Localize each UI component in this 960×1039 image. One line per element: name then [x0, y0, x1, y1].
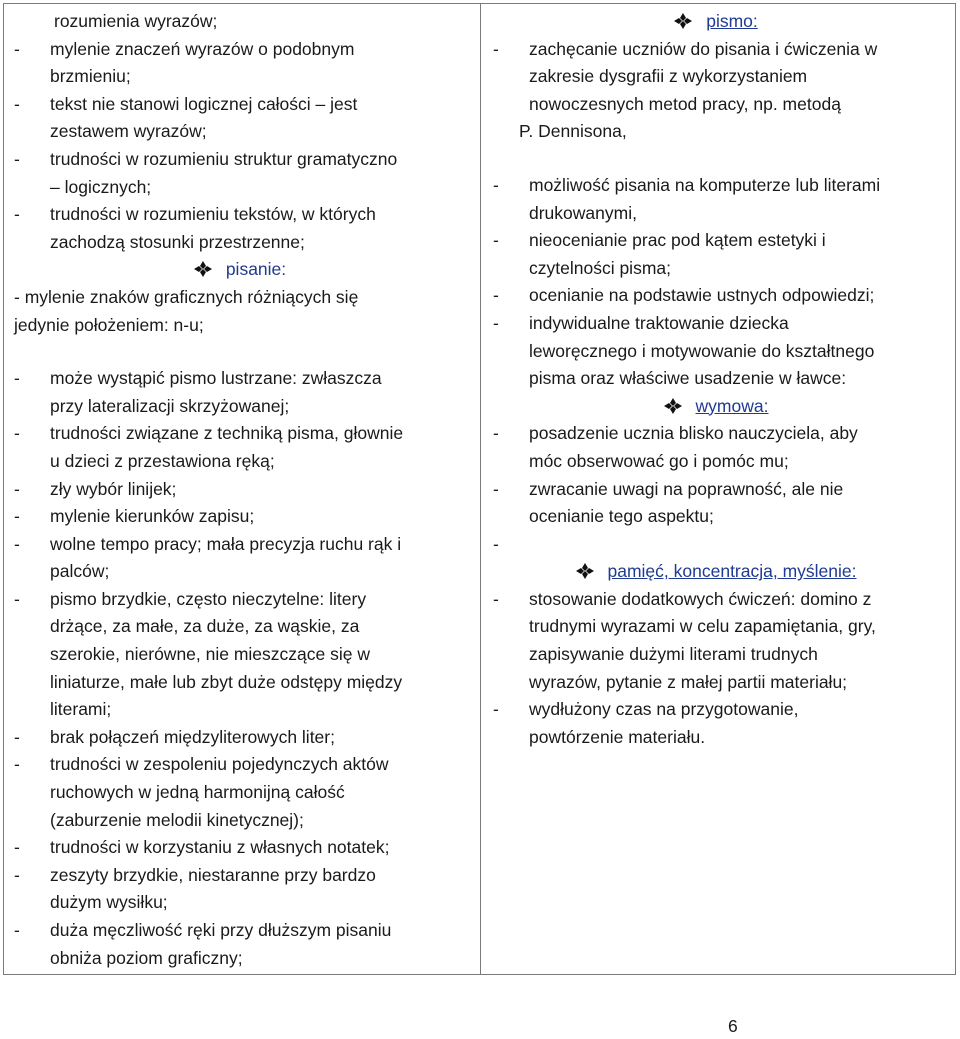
- list-item: [489, 36, 941, 119]
- dash-marker: -: [14, 754, 20, 775]
- heading-wymowa-label: wymowa:: [695, 395, 769, 416]
- list-item-text: [529, 420, 941, 475]
- text-line: zapisywanie dużymi literami trudnych: [529, 644, 818, 665]
- list-item: [10, 420, 468, 475]
- text-line: tekst nie stanowi logicznej całości – jest: [50, 93, 358, 114]
- list-item: [10, 201, 468, 256]
- list-item-text: [50, 36, 468, 91]
- intro-continuation: rozumienia wyrazów;: [54, 11, 218, 31]
- text-line: leworęcznego i motywowanie do kształtnego: [529, 340, 875, 361]
- text-line: drżące, za małe, za duże, za wąskie, za: [50, 616, 360, 637]
- text-line: stosowanie dodatkowych ćwiczeń: domino z: [529, 588, 872, 609]
- dash-marker: -: [493, 312, 499, 333]
- list-item-text: [50, 917, 468, 972]
- heading-pismo-label: pismo:: [706, 11, 758, 31]
- text-line: trudnymi wyrazami w celu zapamiętania, gry,: [529, 616, 876, 637]
- diamond-bullet-icon: [672, 13, 694, 29]
- text-line: wyrazów, pytanie z małej partii materiału;: [529, 671, 848, 692]
- list-wymowa: [489, 420, 941, 558]
- list-item: [10, 862, 468, 917]
- text-line: zachęcanie uczniów do pisania i ćwiczenia w: [529, 38, 878, 59]
- dash-marker: -: [14, 93, 20, 114]
- dash-marker: -: [493, 588, 499, 609]
- dash-marker: -: [493, 230, 499, 251]
- list-item-text: [529, 172, 941, 227]
- dash-marker: -: [14, 204, 20, 225]
- dash-marker: -: [14, 38, 20, 59]
- list-item: [489, 586, 941, 696]
- dash-marker: -: [493, 38, 499, 59]
- list-item-text: [529, 586, 941, 696]
- text-line: duża męczliwość ręki przy dłuższym pisaniu: [50, 920, 392, 940]
- diamond-bullet-icon: [574, 563, 596, 579]
- list-item: [10, 36, 468, 91]
- heading-wymowa: [489, 393, 941, 421]
- list-item: [489, 476, 941, 531]
- heading-pisanie-label: pisanie:: [225, 259, 287, 280]
- text-line: trudności w zespoleniu pojedynczych aktów: [50, 754, 389, 775]
- page-number: 6: [728, 1016, 738, 1036]
- heading-pismo: [489, 8, 941, 36]
- list-pamiec: [489, 586, 941, 752]
- dash-marker: -: [493, 174, 499, 195]
- dash-marker: -: [14, 423, 20, 444]
- text-line: zachodzą stosunki przestrzenne;: [50, 231, 305, 252]
- text-line: zakresie dysgrafii z wykorzystaniem: [529, 66, 808, 87]
- list-item: [489, 310, 941, 393]
- text-line: ocenianie tego aspektu;: [529, 506, 714, 527]
- text-line: pisma oraz właściwe usadzenie w ławce:: [529, 368, 847, 389]
- heading-pamiec: [489, 558, 941, 586]
- list-b: [10, 365, 468, 972]
- pismo-continuation: P. Dennisona,: [519, 121, 627, 142]
- dash-marker: -: [14, 726, 20, 747]
- list-item: [10, 834, 468, 862]
- text-line: dużym wysiłku;: [50, 892, 168, 913]
- heading-pamiec-label: pamięć, koncentracja, myślenie:: [607, 561, 857, 582]
- text-line: zestawem wyrazów;: [50, 121, 207, 142]
- text-line: zeszyty brzydkie, niestaranne przy bardzo: [50, 864, 376, 885]
- list-item-text: [529, 36, 941, 119]
- list-item: [10, 503, 468, 531]
- text-line: drukowanymi,: [529, 202, 637, 223]
- text-line: trudności w rozumieniu struktur gramatyczno: [50, 148, 398, 169]
- diamond-bullet-icon: [192, 261, 214, 277]
- text-line: czytelności pisma;: [529, 257, 671, 278]
- list-item: [489, 172, 941, 227]
- list-item-text: [50, 724, 468, 752]
- text-line: – logicznych;: [50, 176, 152, 197]
- list-item-text: [50, 751, 468, 834]
- dash-marker: -: [493, 423, 499, 444]
- list-item: [10, 91, 468, 146]
- list-item-text: [529, 696, 941, 751]
- text-line: brzmieniu;: [50, 66, 131, 87]
- dash-marker: -: [14, 837, 20, 858]
- list-item: [10, 586, 468, 724]
- dash-marker: -: [493, 699, 499, 720]
- list-item-text: [529, 476, 941, 531]
- list-item-text: [50, 201, 468, 256]
- list-pismo: [489, 172, 941, 393]
- text-line: indywidualne traktowanie dziecka: [529, 312, 789, 333]
- text-line: (zaburzenie melodii kinetycznej);: [50, 809, 304, 830]
- list-item: [489, 420, 941, 475]
- text-line: szerokie, nierówne, nie mieszczące się w: [50, 644, 370, 665]
- left-column: [4, 4, 481, 974]
- list-item: [489, 696, 941, 751]
- text-line: zły wybór linijek;: [50, 478, 177, 499]
- text-line: możliwość pisania na komputerze lub literami: [529, 174, 881, 195]
- list-a: [10, 36, 468, 257]
- dash-marker: -: [14, 368, 20, 389]
- list-item-text: [50, 503, 468, 531]
- dash-marker: -: [14, 148, 20, 169]
- list-item: [10, 751, 468, 834]
- list-item: [10, 146, 468, 201]
- dash-marker: -: [14, 864, 20, 885]
- dash-marker: -: [493, 285, 499, 306]
- list-item-text: [50, 531, 468, 586]
- list-item-text: [50, 365, 468, 420]
- dash-marker: -: [14, 506, 20, 527]
- text-line: ruchowych w jedną harmonijną całość: [50, 782, 345, 803]
- text-line: literami;: [50, 699, 112, 720]
- list-item-text: [50, 862, 468, 917]
- list-item-text: [50, 420, 468, 475]
- pisanie-para-line-1: - mylenie znaków graficznych różniących się: [14, 286, 359, 307]
- text-line: nowoczesnych metod pracy, np. metodą: [529, 93, 841, 114]
- right-column: [481, 4, 955, 974]
- list-item: [10, 531, 468, 586]
- dash-marker: -: [14, 533, 20, 554]
- text-line: pismo brzydkie, często nieczytelne: litery: [50, 588, 367, 609]
- list-item: [489, 282, 941, 310]
- heading-pisanie: [10, 256, 468, 284]
- text-line: trudności w rozumieniu tekstów, w których: [50, 204, 376, 225]
- dash-marker: -: [493, 478, 499, 499]
- list-item-text: [529, 227, 941, 282]
- list-item: [10, 917, 468, 972]
- text-line: wolne tempo pracy; mała precyzja ruchu rąk i: [50, 533, 402, 554]
- text-line: nieocenianie prac pod kątem estetyki i: [529, 230, 826, 251]
- list-item: [489, 531, 941, 559]
- list-item-text: [50, 146, 468, 201]
- list-item-text: [529, 282, 941, 310]
- diamond-bullet-icon: [662, 398, 684, 414]
- text-line: obniża poziom graficzny;: [50, 947, 243, 968]
- list-item-text: [50, 476, 468, 504]
- list-pismo-first: [489, 36, 941, 119]
- text-line: u dzieci z przestawiona ręką;: [50, 450, 275, 471]
- text-line: powtórzenie materiału.: [529, 726, 706, 747]
- content-table: [3, 3, 956, 975]
- text-line: może wystąpić pismo lustrzane: zwłaszcza: [50, 368, 382, 389]
- text-line: wydłużony czas na przygotowanie,: [529, 699, 799, 720]
- text-line: trudności związane z techniką pisma, głownie: [50, 423, 404, 444]
- text-line: przy lateralizacji skrzyżowanej;: [50, 395, 290, 416]
- text-line: móc obserwować go i pomóc mu;: [529, 450, 789, 471]
- text-line: palców;: [50, 561, 110, 582]
- text-line: mylenie znaczeń wyrazów o podobnym: [50, 38, 355, 59]
- text-line: ocenianie na podstawie ustnych odpowiedzi;: [529, 285, 875, 306]
- dash-marker: -: [14, 588, 20, 609]
- dash-marker: -: [493, 533, 499, 554]
- list-item: [489, 227, 941, 282]
- list-item-text: [529, 531, 941, 559]
- pisanie-para-line-2: jedynie położeniem: n-u;: [14, 314, 204, 335]
- list-item-text: [50, 91, 468, 146]
- text-line: trudności w korzystaniu z własnych notatek;: [50, 837, 390, 858]
- text-line: liniaturze, małe lub zbyt duże odstępy między: [50, 671, 403, 692]
- text-line: brak połączeń międzyliterowych liter;: [50, 726, 335, 747]
- list-item: [10, 724, 468, 752]
- list-item-text: [529, 310, 941, 393]
- text-line: mylenie kierunków zapisu;: [50, 506, 255, 527]
- list-item: [10, 476, 468, 504]
- text-line: [529, 531, 941, 559]
- dash-marker: -: [14, 920, 20, 940]
- list-item-text: [50, 586, 468, 724]
- text-line: zwracanie uwagi na poprawność, ale nie: [529, 478, 844, 499]
- list-item: [10, 365, 468, 420]
- list-item-text: [50, 834, 468, 862]
- dash-marker: -: [14, 478, 20, 499]
- text-line: posadzenie ucznia blisko nauczyciela, aby: [529, 423, 858, 444]
